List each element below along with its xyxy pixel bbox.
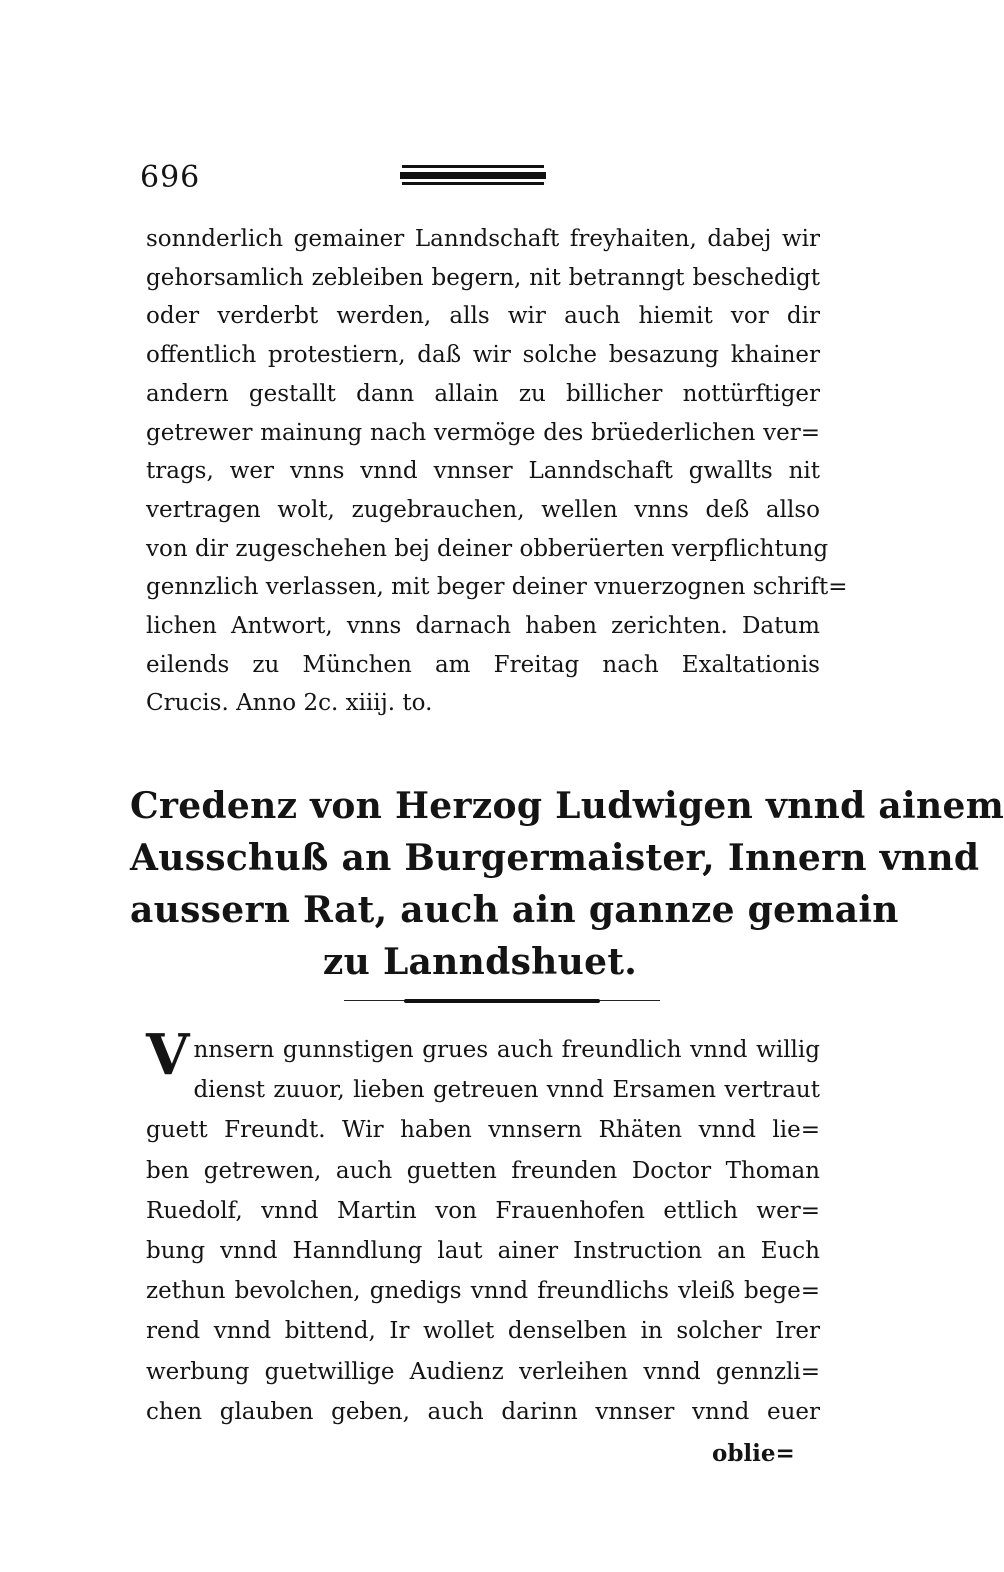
text-line: offentlich protestiern, daß wir solche besazung khainer bbox=[146, 342, 820, 369]
text-line: vertragen wolt, zugebrauchen, wellen vnns deß allso bbox=[146, 496, 820, 523]
paragraph-letter-close bbox=[146, 220, 848, 723]
text-line: gehorsamlich zebleiben begern, nit betranngt beschedigt bbox=[146, 264, 820, 291]
text-line: guett Freundt. Wir haben vnnsern Rhäten vnnd lie= bbox=[146, 1117, 820, 1144]
text-line: chen glauben geben, auch darinn vnnser vnnd euer bbox=[146, 1398, 820, 1425]
text-line: getrewer mainung nach vermöge des brüederlichen ver= bbox=[146, 419, 820, 446]
section-heading bbox=[130, 780, 1004, 988]
drop-initial: V bbox=[146, 1022, 190, 1088]
catchword: oblie= bbox=[712, 1440, 795, 1467]
text-line: eilends zu München am Freitag nach Exaltationis bbox=[146, 651, 820, 678]
paragraph-credential-letter bbox=[146, 1022, 820, 1432]
text-line: dienst zuuor, lieben getreuen vnnd Ersamen vertraut bbox=[193, 1077, 820, 1104]
header-rule bbox=[400, 165, 546, 185]
text-line: rend vnnd bittend, Ir wollet denselben in solcher Irer bbox=[146, 1318, 820, 1345]
text-line: von dir zugeschehen bej deiner obberüerten verpflichtung bbox=[146, 535, 829, 562]
text-line: nnsern gunnstigen grues auch freundlich vnnd willig bbox=[193, 1037, 820, 1063]
heading-line: Ausschuß an Burgermaister, Innern vnnd bbox=[130, 837, 980, 879]
heading-line: zu Lanndshuet. bbox=[322, 941, 638, 983]
section-divider bbox=[344, 998, 660, 1004]
text-line: andern gestallt dann allain zu billicher nottürftiger bbox=[146, 380, 820, 407]
text-line: sonnderlich gemainer Lanndschaft freyhaiten, dabej wir bbox=[146, 226, 820, 252]
page-number: 696 bbox=[140, 160, 201, 195]
text-line: lichen Antwort, vnns darnach haben zerichten. Datum bbox=[146, 613, 820, 640]
heading-line: aussern Rat, auch ain gannze gemain bbox=[130, 889, 899, 931]
text-line: werbung guetwillige Audienz verleihen vnnd gennzli= bbox=[146, 1358, 820, 1385]
text-line: trags, wer vnns vnnd vnnser Lanndschaft gwallts nit bbox=[146, 458, 820, 485]
text-line: zethun bevolchen, gnedigs vnnd freundlichs vleiß bege= bbox=[146, 1278, 820, 1305]
text-line: oder verderbt werden, alls wir auch hiemit vor dir bbox=[146, 303, 820, 330]
text-line: bung vnnd Hanndlung laut ainer Instruction an Euch bbox=[146, 1238, 820, 1265]
text-line: Ruedolf, vnnd Martin von Frauenhofen ettlich wer= bbox=[146, 1197, 820, 1224]
text-line: gennzlich verlassen, mit beger deiner vnuerzognen schrift= bbox=[146, 574, 848, 601]
text-line: Crucis. Anno 2c. xiiij. to. bbox=[146, 690, 433, 717]
text-line: ben getrewen, auch guetten freunden Doctor Thoman bbox=[146, 1157, 820, 1184]
heading-line: Credenz von Herzog Ludwigen vnnd ainem bbox=[130, 785, 1004, 827]
